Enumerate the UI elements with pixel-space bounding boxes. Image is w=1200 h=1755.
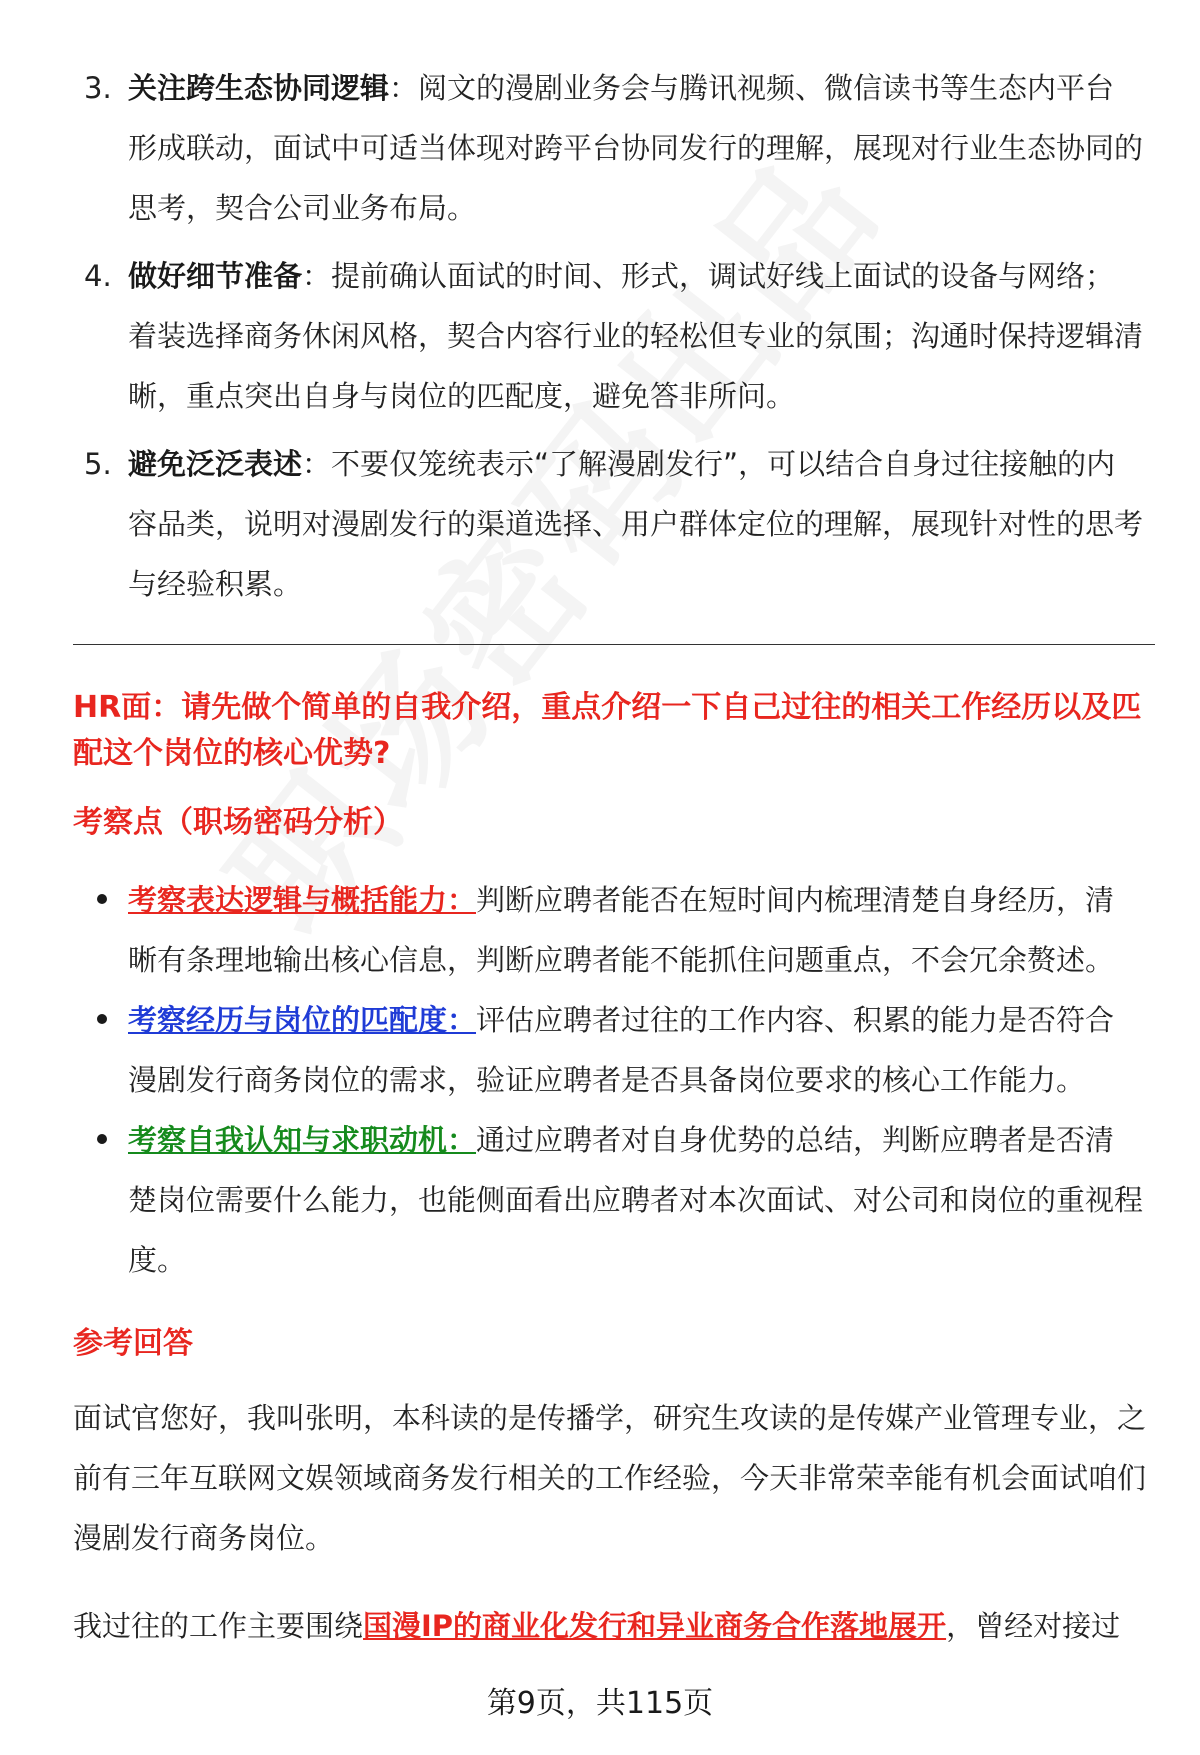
list-marker: 5. [84, 447, 112, 481]
inspection-list [0, 870, 1200, 1290]
answer-heading: 参考回答 [73, 1326, 193, 1361]
list-item-title: 做好细节准备 [128, 259, 303, 293]
list-item-sep: ： [389, 71, 419, 105]
list-item [0, 1110, 1200, 1290]
inspection-label: 考察表达逻辑与概括能力： [128, 883, 477, 917]
list-item [0, 246, 1200, 426]
list-marker: 4. [84, 259, 112, 293]
inspection-text: 通过应聘者对自身优势的总结，判断应聘者是否清楚岗位需要什么能力，也能侧面看出应聘者对本次面试、对公司和岗位的重视程度。 [128, 1123, 1144, 1277]
list-item [0, 58, 1200, 238]
hr-question-heading: HR面：请先做个简单的自我介绍，重点介绍一下自己过往的相关工作经历以及匹配这个岗位的核心优势? [73, 690, 1142, 771]
list-marker: 3. [84, 71, 112, 105]
bullet-icon [97, 1014, 107, 1024]
answer-text: 我过往的工作主要围绕 [73, 1609, 364, 1643]
list-item [0, 990, 1200, 1110]
bullet-icon [97, 1134, 107, 1144]
list-item [0, 434, 1200, 614]
answer-text: ，曾经对接过 [946, 1609, 1121, 1643]
list-item [0, 870, 1200, 990]
page-footer: 第9页，共115页 [486, 1686, 714, 1721]
inspection-label: 考察自我认知与求职动机： [128, 1123, 477, 1157]
bullet-icon [97, 894, 107, 904]
answer-highlight: 国漫IP的商业化发行和异业商务合作落地展开 [363, 1609, 947, 1643]
list-item-title: 关注跨生态协同逻辑 [128, 71, 390, 105]
list-item-text: 提前确认面试的时间、形式，调试好线上面试的设备与网络；着装选择商务休闲风格，契合内容行业的轻松但专业的氛围；沟通时保持逻辑清晰，重点突出自身与岗位的匹配度，避免答非所问。 [128, 259, 1144, 413]
section-divider [73, 644, 1155, 645]
list-item-text: 不要仅笼统表示“了解漫剧发行”，可以结合自身过往接触的内容品类，说明对漫剧发行的渠道选择、用户群体定位的理解，展现针对性的思考与经验积累。 [128, 447, 1144, 601]
list-item-sep: ： [302, 259, 332, 293]
inspection-text: 评估应聘者过往的工作内容、积累的能力是否符合漫剧发行商务岗位的需求，验证应聘者是否具备岗位要求的核心工作能力。 [128, 1003, 1115, 1097]
inspection-text: 判断应聘者能否在短时间内梳理清楚自身经历，清晰有条理地输出核心信息，判断应聘者能不能抓住问题重点，不会冗余赘述。 [128, 883, 1115, 977]
list-item-sep: ： [302, 447, 332, 481]
answer-paragraph [73, 1596, 1155, 1656]
inspection-heading: 考察点（职场密码分析） [73, 805, 403, 840]
list-item-text: 阅文的漫剧业务会与腾讯视频、微信读书等生态内平台形成联动，面试中可适当体现对跨平台协同发行的理解，展现对行业生态协同的思考，契合公司业务布局。 [128, 71, 1144, 225]
list-item-title: 避免泛泛表述 [128, 447, 303, 481]
numbered-list [0, 58, 1200, 622]
inspection-label: 考察经历与岗位的匹配度： [128, 1003, 477, 1037]
answer-paragraph: 面试官您好，我叫张明，本科读的是传播学，研究生攻读的是传媒产业管理专业，之前有三年互联网文娱领域商务发行相关的工作经验，今天非常荣幸能有机会面试咱们漫剧发行商务岗位。 [73, 1401, 1147, 1555]
